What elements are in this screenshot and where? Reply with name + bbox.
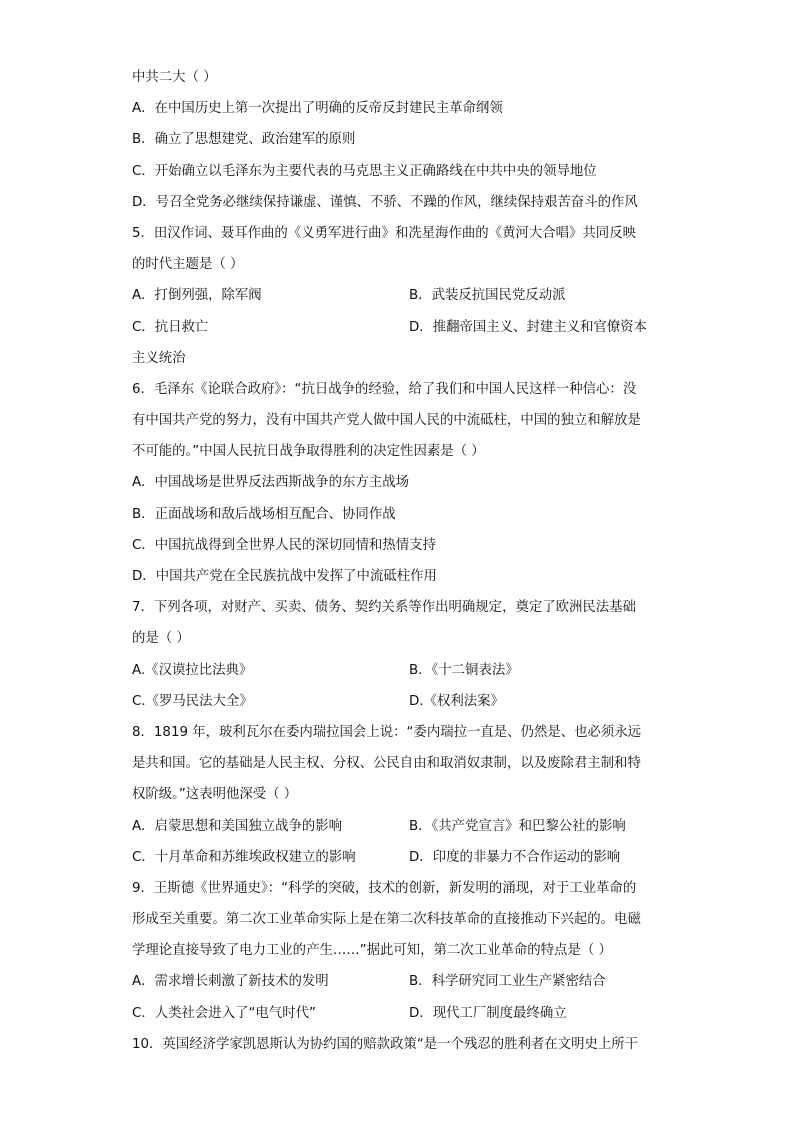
- q5-option-d: D．推翻帝国主义、封建主义和官僚资本: [409, 319, 647, 335]
- q6-stem-line3: 不可能的。”中国人民抗日战争取得胜利的决定性因素是（ ）: [132, 444, 485, 460]
- q5-stem-line1: 5．田汉作词、聂耳作曲的《义勇军进行曲》和冼星海作曲的《黄河大合唱》共同反映: [132, 225, 636, 241]
- q6-option-c: C．中国抗战得到全世界人民的深切同情和热情支持: [132, 537, 436, 553]
- q5-option-a: A．打倒列强，除军阀: [132, 288, 262, 304]
- q5-option-d-continued: 主义统治: [132, 350, 186, 366]
- q9-option-d: D．现代工厂制度最终确立: [409, 1005, 567, 1021]
- q9-options-row2: [132, 998, 662, 1029]
- q8-option-c: C．十月革命和苏维埃政权建立的影响: [132, 849, 356, 865]
- q6-stem-line2: 有中国共产党的努力，没有中国共产党人做中国人民的中流砥柱，中国的独立和解放是: [132, 413, 641, 429]
- q5-option-b: B．武装反抗国民党反动派: [409, 288, 566, 304]
- q5-option-c: C．抗日救亡: [132, 319, 209, 335]
- q8-options-row2: [132, 842, 662, 873]
- q4-option-b: B．确立了思想建党、政治建军的原则: [132, 132, 356, 148]
- q6-option-d: D．中国共产党在全民族抗战中发挥了中流砥柱作用: [132, 569, 437, 584]
- q6-option-a: A．中国战场是世界反法西斯战争的东方主战场: [132, 475, 409, 491]
- q9-stem-line3: 学理论直接导致了电力工业的产生……”据此可知，第二次工业革命的特点是（ ）: [132, 943, 612, 959]
- q6-stem-line1: 6．毛泽东《论联合政府》：“抗日战争的经验，给了我们和中国人民这样一种信心：没: [132, 381, 637, 397]
- q8-stem-line2: 是共和国。它的基础是人民主权、分权、公民自由和取消奴隶制，以及废除君主制和特: [132, 756, 641, 772]
- q4-option-c: C．开始确立以毛泽东为主要代表的马克思主义正确路线在中共中央的领导地位: [132, 163, 597, 179]
- q8-stem-line3: 权阶级。”这表明他深受（ ）: [132, 787, 298, 803]
- q9-option-b: B．科学研究同工业生产紧密结合: [409, 974, 606, 990]
- q7-options-row2: [132, 686, 662, 717]
- q9-stem-line2: 形成至关重要。第二次工业革命实际上是在第二次科技革命的直接推动下兴起的。电磁: [132, 912, 641, 928]
- q4-option-d: D．号召全党务必继续保持谦虚、谨慎、不骄、不躁的作风，继续保持艰苦奋斗的作风: [132, 194, 638, 210]
- q9-option-a: A．需求增长刺激了新技术的发明: [132, 974, 329, 990]
- q6-option-b: B．正面战场和敌后战场相互配合、协同作战: [132, 506, 396, 522]
- q7-option-b: B．《十二铜表法》: [409, 662, 519, 678]
- q7-option-d: D.《权利法案》: [409, 693, 504, 709]
- q8-option-d: D．印度的非暴力不合作运动的影响: [409, 849, 621, 865]
- q9-options-row1: [132, 966, 662, 997]
- q4-stem: 中共二大（ ）: [132, 70, 217, 85]
- q9-stem-line1: 9．王斯德《世界通史》：“科学的突破，技术的创新，新发明的涌现，对于工业革命的: [132, 880, 637, 896]
- q8-options-row1: [132, 811, 662, 842]
- q8-option-b: B．《共产党宣言》和巴黎公社的影响: [409, 818, 626, 834]
- q8-option-a: A．启蒙思想和美国独立战争的影响: [132, 818, 343, 834]
- q7-option-c: C.《罗马民法大全》: [132, 693, 253, 709]
- q5-options-row2: [132, 312, 662, 343]
- q7-options-row1: [132, 655, 662, 686]
- q7-option-a: A.《汉谟拉比法典》: [132, 662, 253, 678]
- q7-stem-line2: 的是（ ）: [132, 631, 190, 647]
- q8-stem-line1: 8．1819 年，玻利瓦尔在委内瑞拉国会上说：“委内瑞拉一直是、仍然是、也必须永远: [132, 724, 642, 740]
- q7-stem-line1: 7．下列各项，对财产、买卖、债务、契约关系等作出明确规定，奠定了欧洲民法基础: [132, 600, 636, 616]
- q4-option-a: A．在中国历史上第一次提出了明确的反帝反封建民主革命纲领: [132, 101, 503, 117]
- q5-stem-line2: 的时代主题是（ ）: [132, 257, 244, 273]
- q10-stem-line1: 10．英国经济学家凯恩斯认为协约国的赔款政策“是一个残忍的胜利者在文明史上所干: [132, 1036, 639, 1052]
- q9-option-c: C．人类社会进入了“电气时代”: [132, 1005, 316, 1021]
- q5-options-row1: [132, 280, 662, 311]
- exam-page: [132, 62, 662, 1060]
